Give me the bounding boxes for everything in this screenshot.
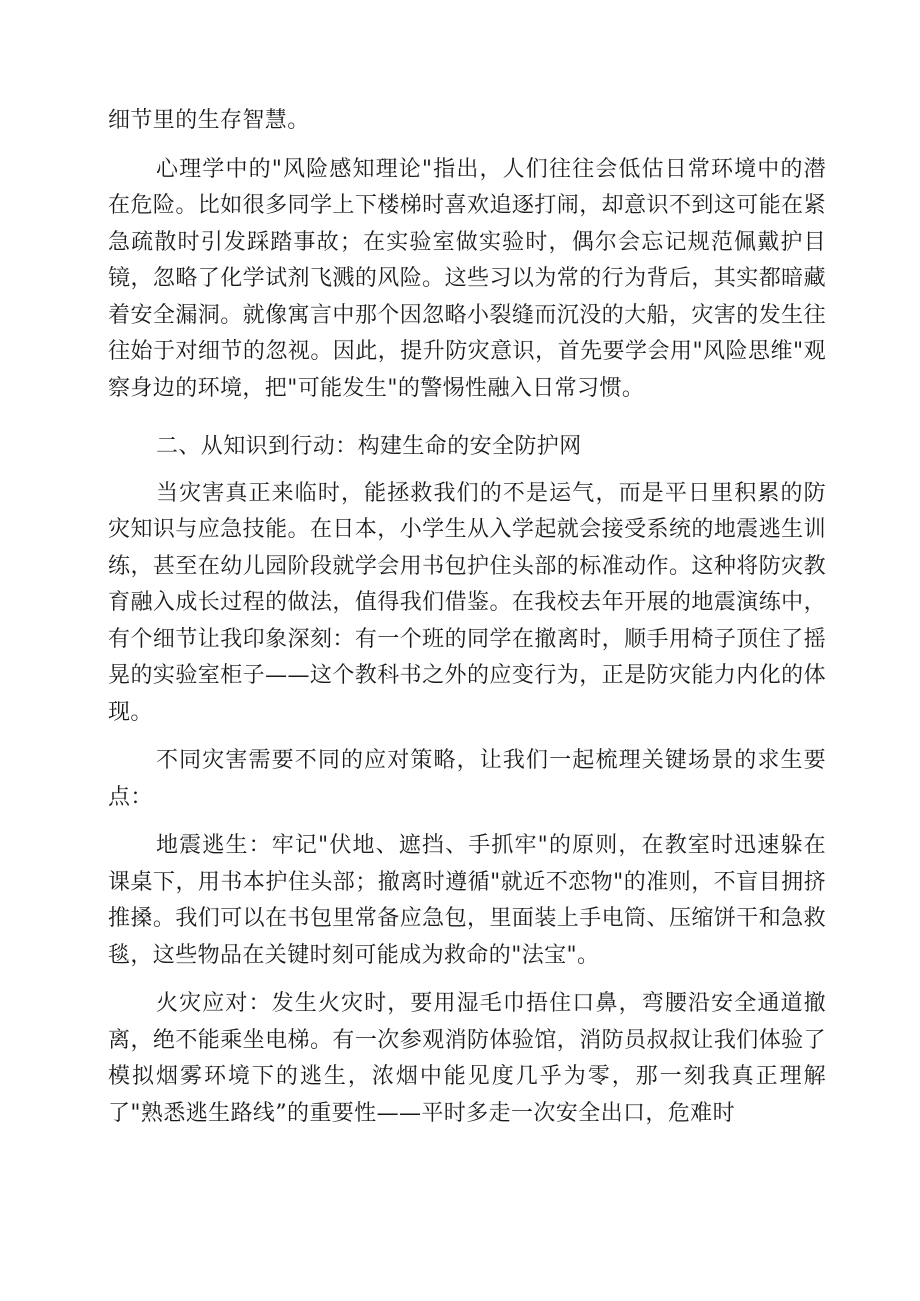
section-heading: 二、从知识到行动：构建生命的安全防护网 (156, 434, 582, 459)
paragraph-earthquake-escape: 地震逃生：牢记"伏地、遮挡、手抓牢"的原则，在教室时迅速躲在课桌下，用书本护住头部；撤离时遵循"就近不恋物"的准则，不盲目拥挤推搡。我们可以在书包里常备应急包，里面装上手电筒、压缩饼干和急救毯，这些物品在关键时刻可能成为救命的"法宝"。 (108, 833, 826, 968)
paragraph-knowledge-to-action: 当灾害真正来临时，能拯救我们的不是运气，而是平日里积累的防灾知识与应急技能。在日本，小学生从入学起就会接受系统的地震逃生训练，甚至在幼儿园阶段就学会用书包护住头部的标准动作。这种将防灾教育融入成长过程的做法，值得我们借鉴。在我校去年开展的地震演练中，有个细节让我印象深刻：有一个班的同学在撤离时，顺手用椅子顶住了摇晃的实验室柜子——这个教科书之外的应变行为，正是防灾能力内化的体现。 (108, 480, 826, 725)
paragraph-fire-response: 火灾应对：发生火灾时，要用湿毛巾捂住口鼻，弯腰沿安全通道撤离，绝不能乘坐电梯。有一次参观消防体验馆，消防员叔叔让我们体验了模拟烟雾环境下的逃生，浓烟中能见度几乎为零，那一刻我真正理解了"熟悉逃生路线”的重要性——平时多走一次安全出口，危难时 (108, 991, 826, 1126)
paragraph-continuation: 细节里的生存智慧。 (108, 108, 310, 133)
document-body (108, 103, 826, 1132)
paragraph-strategies-intro: 不同灾害需要不同的应对策略，让我们一起梳理关键场景的求生要点： (108, 748, 826, 810)
paragraph-risk-perception: 心理学中的"风险感知理论"指出，人们往往会低估日常环境中的潜在危险。比如很多同学上下楼梯时喜欢追逐打闹，却意识不到这可能在紧急疏散时引发踩踏事故；在实验室做实验时，偶尔会忘记规范佩戴护目镜，忽略了化学试剂飞溅的风险。这些习以为常的行为背后，其实都暗藏着安全漏洞。就像寓言中那个因忽略小裂缝而沉没的大船，灾害的发生往往始于对细节的忽视。因此，提升防灾意识，首先要学会用"风险思维"观察身边的环境，把"可能发生"的警惕性融入日常习惯。 (108, 156, 826, 401)
